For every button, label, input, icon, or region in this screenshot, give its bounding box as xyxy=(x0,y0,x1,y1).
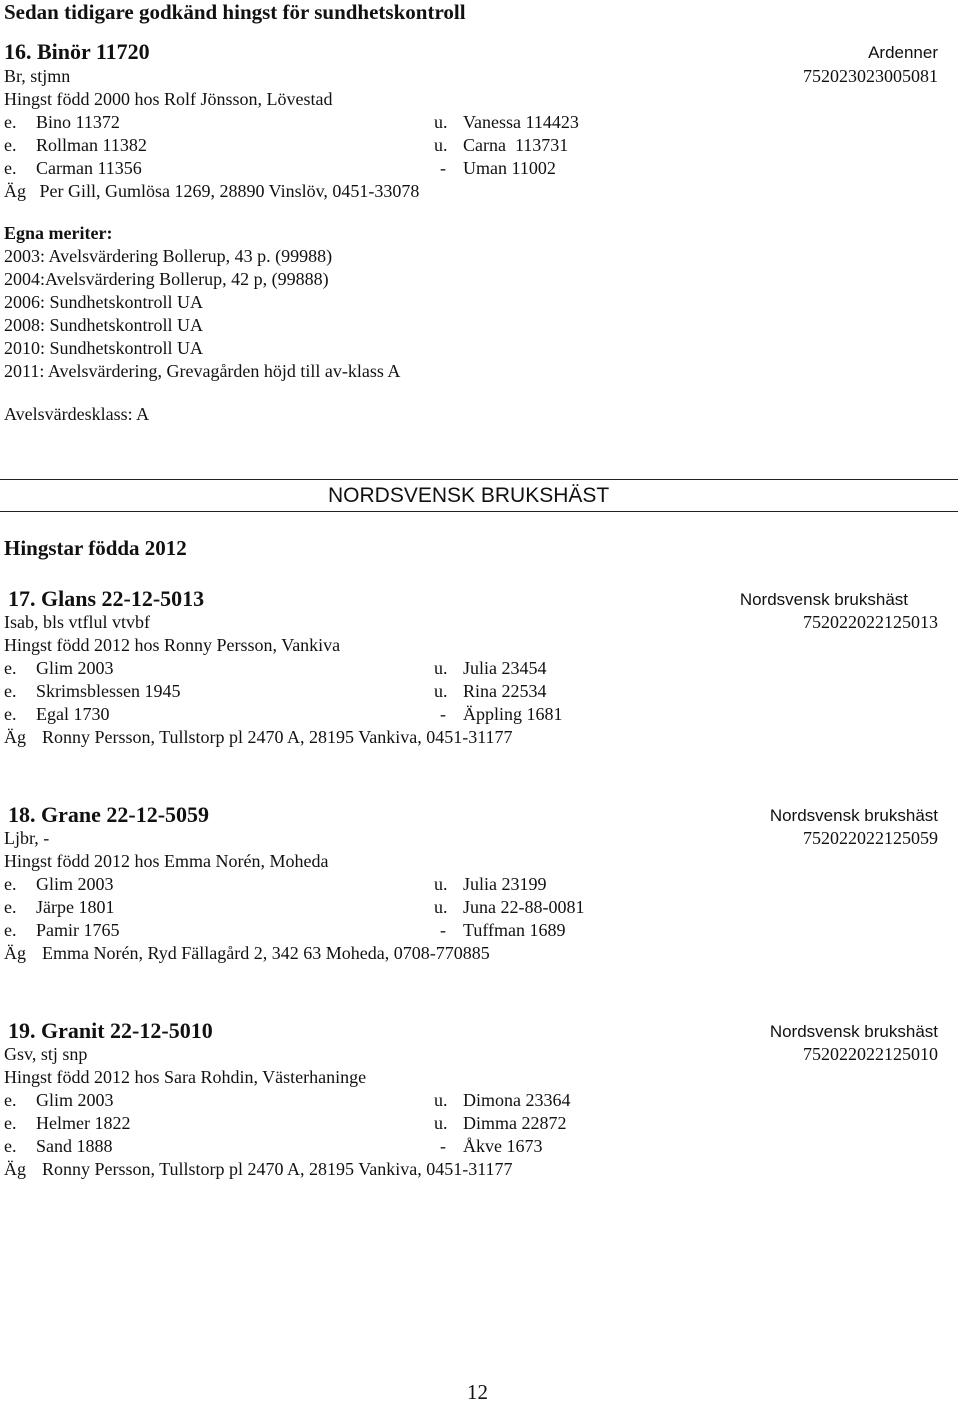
section-subheading: Hingstar födda 2012 xyxy=(4,536,187,560)
pedigree-sire-prefix: e. xyxy=(4,1136,17,1156)
pedigree-sire: Glim 2003 xyxy=(36,1090,114,1110)
horse-title: 18. Grane 22-12-5059 xyxy=(8,802,210,827)
pedigree-dam: Carna 113731 xyxy=(463,135,569,155)
pedigree-dam: Julia 23199 xyxy=(463,874,547,894)
pedigree-dam-prefix: - xyxy=(440,920,446,940)
pedigree-dam-prefix: u. xyxy=(434,897,448,917)
pedigree-dam: Vanessa 114423 xyxy=(463,112,579,132)
pedigree-sire-prefix: e. xyxy=(4,704,17,724)
horse-born: Hingst född 2012 hos Ronny Persson, Vankiva xyxy=(4,635,341,655)
horse-breed: Nordsvensk brukshäst xyxy=(769,1022,938,1041)
pedigree-sire: Helmer 1822 xyxy=(36,1113,131,1133)
pedigree-sire-prefix: e. xyxy=(4,135,17,155)
pedigree-dam-prefix: - xyxy=(440,1136,446,1156)
pedigree-dam: Dimma 22872 xyxy=(463,1113,567,1133)
pedigree-dam-prefix: u. xyxy=(434,112,448,132)
pedigree-dam: Uman 11002 xyxy=(463,158,556,178)
horse-born: Hingst född 2012 hos Emma Norén, Moheda xyxy=(4,851,329,871)
horse-breed: Nordsvensk brukshäst xyxy=(769,806,938,825)
merit-line: 2011: Avelsvärdering, Grevagården höjd till av-klass A xyxy=(4,361,401,381)
horse-color: Gsv, stj snp xyxy=(4,1044,88,1064)
owner-prefix: Äg xyxy=(4,1159,26,1179)
merit-line: 2004:Avelsvärdering Bollerup, 42 p, (99888) xyxy=(4,269,329,289)
pedigree-sire-prefix: e. xyxy=(4,681,17,701)
horse-owner: Ronny Persson, Tullstorp pl 2470 A, 28195 Vankiva, 0451-31177 xyxy=(42,1159,513,1179)
horse-id-number: 752023023005081 xyxy=(803,66,938,86)
pedigree-sire-prefix: e. xyxy=(4,874,17,894)
horse-id-number: 752022022125013 xyxy=(803,612,938,632)
pedigree-sire: Skrimsblessen 1945 xyxy=(36,681,181,701)
pedigree-sire: Carman 11356 xyxy=(36,158,142,178)
merit-line: 2008: Sundhetskontroll UA xyxy=(4,315,204,335)
owner-prefix: Äg xyxy=(4,943,26,963)
section-rule-top xyxy=(0,479,958,480)
horse-born: Hingst född 2012 hos Sara Rohdin, Västerhaninge xyxy=(4,1067,367,1087)
horse-id-number: 752022022125010 xyxy=(803,1044,938,1064)
pedigree-sire: Rollman 11382 xyxy=(36,135,147,155)
pedigree-sire: Sand 1888 xyxy=(36,1136,113,1156)
page-heading: Sedan tidigare godkänd hingst för sundhetskontroll xyxy=(4,0,466,24)
page-number: 12 xyxy=(467,1380,488,1404)
horse-owner: Äg Per Gill, Gumlösa 1269, 28890 Vinslöv, 0451-33078 xyxy=(4,181,420,201)
pedigree-dam: Rina 22534 xyxy=(463,681,547,701)
pedigree-sire-prefix: e. xyxy=(4,158,17,178)
breeding-class: Avelsvärdesklass: A xyxy=(4,404,150,424)
breed-section-heading: NORDSVENSK BRUKSHÄST xyxy=(328,484,610,507)
pedigree-dam-prefix: - xyxy=(440,158,446,178)
pedigree-sire: Bino 11372 xyxy=(36,112,120,132)
owner-prefix: Äg xyxy=(4,727,26,747)
horse-breed: Nordsvensk brukshäst xyxy=(739,590,908,609)
horse-owner: Emma Norén, Ryd Fällagård 2, 342 63 Moheda, 0708-770885 xyxy=(42,943,490,963)
pedigree-sire-prefix: e. xyxy=(4,658,17,678)
pedigree-dam-prefix: - xyxy=(440,704,446,724)
horse-color: Ljbr, - xyxy=(4,828,50,848)
pedigree-dam-prefix: u. xyxy=(434,1090,448,1110)
pedigree-dam: Juna 22-88-0081 xyxy=(463,897,585,917)
horse-breed: Ardenner xyxy=(868,43,938,62)
pedigree-sire-prefix: e. xyxy=(4,897,17,917)
merits-heading: Egna meriter: xyxy=(4,223,113,243)
horse-born: Hingst född 2000 hos Rolf Jönsson, Lövestad xyxy=(4,89,333,109)
pedigree-dam-prefix: u. xyxy=(434,135,448,155)
pedigree-dam: Åkve 1673 xyxy=(463,1136,543,1156)
horse-color: Isab, bls vtflul vtvbf xyxy=(4,612,150,632)
horse-id-number: 752022022125059 xyxy=(803,828,938,848)
pedigree-sire: Glim 2003 xyxy=(36,874,114,894)
pedigree-sire-prefix: e. xyxy=(4,112,17,132)
horse-owner: Ronny Persson, Tullstorp pl 2470 A, 28195 Vankiva, 0451-31177 xyxy=(42,727,513,747)
pedigree-sire-prefix: e. xyxy=(4,1090,17,1110)
horse-color: Br, stjmn xyxy=(4,66,71,86)
pedigree-dam: Dimona 23364 xyxy=(463,1090,571,1110)
pedigree-dam: Äppling 1681 xyxy=(463,704,563,724)
merit-line: 2003: Avelsvärdering Bollerup, 43 p. (99988) xyxy=(4,246,333,266)
pedigree-sire: Glim 2003 xyxy=(36,658,114,678)
section-rule-bottom xyxy=(0,511,958,512)
pedigree-sire: Järpe 1801 xyxy=(36,897,115,917)
pedigree-dam-prefix: u. xyxy=(434,874,448,894)
pedigree-dam-prefix: u. xyxy=(434,658,448,678)
pedigree-dam-prefix: u. xyxy=(434,681,448,701)
pedigree-sire: Pamir 1765 xyxy=(36,920,120,940)
pedigree-sire-prefix: e. xyxy=(4,1113,17,1133)
merit-line: 2010: Sundhetskontroll UA xyxy=(4,338,204,358)
pedigree-dam: Julia 23454 xyxy=(463,658,547,678)
pedigree-sire: Egal 1730 xyxy=(36,704,110,724)
horse-title: 19. Granit 22-12-5010 xyxy=(8,1018,213,1043)
horse-title: 16. Binör 11720 xyxy=(4,39,150,64)
pedigree-sire-prefix: e. xyxy=(4,920,17,940)
merit-line: 2006: Sundhetskontroll UA xyxy=(4,292,204,312)
pedigree-dam-prefix: u. xyxy=(434,1113,448,1133)
horse-title: 17. Glans 22-12-5013 xyxy=(8,586,205,611)
pedigree-dam: Tuffman 1689 xyxy=(463,920,566,940)
